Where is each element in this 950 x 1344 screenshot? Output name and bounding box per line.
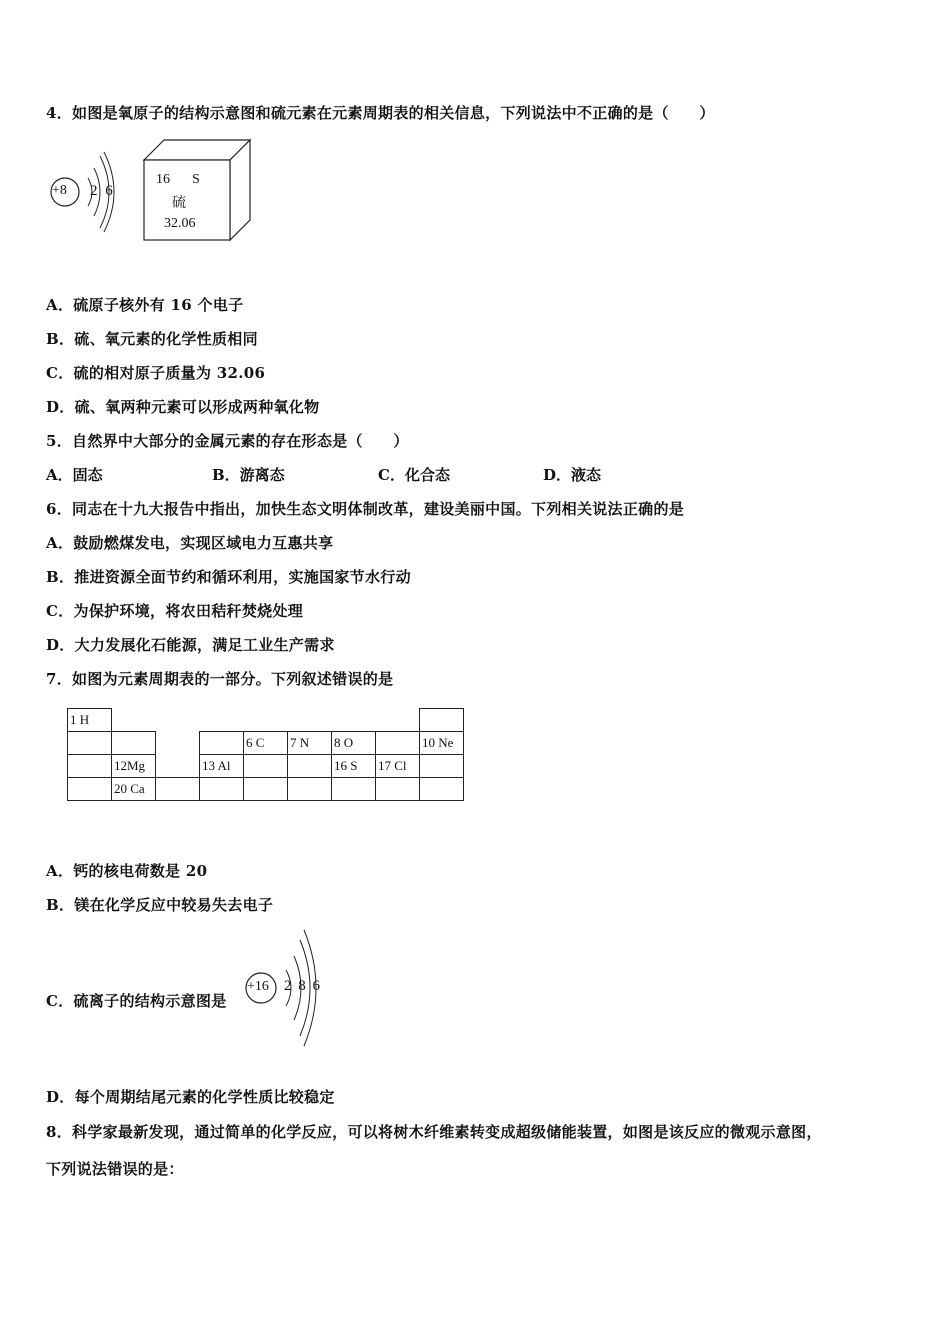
q6-stem: 6．同志在十九大报告中指出，加快生态文明体制改革，建设美丽中国。下列相关说法正确的是 bbox=[46, 500, 685, 518]
sulfur-ion-nucleus-label: +16 bbox=[247, 979, 269, 994]
q6-option-d: D．大力发展化石能源，满足工业生产需求 bbox=[46, 636, 335, 654]
q6-option-b: B．推进资源全面节约和循环利用，实施国家节水行动 bbox=[46, 568, 411, 586]
q7-option-b: B．镁在化学反应中较易失去电子 bbox=[46, 896, 274, 914]
q4-option-d: D．硫、氧两种元素可以形成两种氧化物 bbox=[46, 398, 320, 416]
cell-h: 1 H bbox=[68, 709, 112, 732]
oxygen-nucleus-label: +8 bbox=[52, 183, 67, 198]
q5-option-d: D．液态 bbox=[543, 466, 602, 484]
q7-option-a: A．钙的核电荷数是 20 bbox=[46, 862, 208, 880]
q5-option-c: C．化合态 bbox=[378, 466, 450, 484]
sulfur-mass: 32.06 bbox=[164, 216, 196, 231]
q5-stem: 5．自然界中大部分的金属元素的存在形态是（ ） bbox=[46, 432, 409, 450]
cell-ne: 10 Ne bbox=[420, 732, 464, 755]
sulfur-name: 硫 bbox=[172, 196, 186, 211]
sulfur-symbol: S bbox=[192, 172, 200, 187]
q7-stem: 7．如图为元素周期表的一部分。下列叙述错误的是 bbox=[46, 670, 394, 688]
oxygen-shells-label: 2 6 bbox=[90, 183, 113, 199]
q4-option-b: B．硫、氧元素的化学性质相同 bbox=[46, 330, 258, 348]
sulfur-ion-shells-label: 2 8 6 bbox=[284, 978, 320, 994]
q7-option-c: C．硫离子的结构示意图是 bbox=[46, 992, 227, 1010]
q5-option-a: A．固态 bbox=[46, 466, 103, 484]
q5-option-b: B．游离态 bbox=[212, 466, 285, 484]
sulfur-element-card bbox=[142, 138, 254, 242]
q4-stem: 4．如图是氧原子的结构示意图和硫元素在元素周期表的相关信息，下列说法中不正确的是（ ） bbox=[46, 104, 715, 122]
q8-stem-line2: 下列说法错误的是： bbox=[46, 1160, 184, 1178]
cell-al: 13 Al bbox=[200, 755, 244, 778]
sulfur-ion-diagram bbox=[244, 924, 328, 1050]
q4-option-a: A．硫原子核外有 16 个电子 bbox=[46, 296, 244, 314]
q4-option-c: C．硫的相对原子质量为 32.06 bbox=[46, 364, 266, 382]
q6-option-a: A．鼓励燃煤发电，实现区域电力互惠共享 bbox=[46, 534, 334, 552]
q8-stem-line1: 8．科学家最新发现，通过简单的化学反应，可以将树木纤维素转变成超级储能装置，如图是该反应的微观示意图， bbox=[46, 1123, 822, 1141]
q7-option-d: D．每个周期结尾元素的化学性质比较稳定 bbox=[46, 1088, 335, 1106]
cell-cl: 17 Cl bbox=[376, 755, 420, 778]
periodic-table-fragment bbox=[67, 708, 464, 801]
cell-mg: 12Mg bbox=[112, 755, 156, 778]
cell-n: 7 N bbox=[288, 732, 332, 755]
cell-ca: 20 Ca bbox=[112, 778, 156, 801]
cell-c: 6 C bbox=[244, 732, 288, 755]
sulfur-atomic-number: 16 bbox=[156, 172, 170, 187]
cell-o: 8 O bbox=[332, 732, 376, 755]
oxygen-atom-diagram bbox=[48, 150, 124, 234]
cell-ne-top bbox=[420, 709, 464, 732]
q6-option-c: C．为保护环境，将农田秸秆焚烧处理 bbox=[46, 602, 304, 620]
cell-s: 16 S bbox=[332, 755, 376, 778]
